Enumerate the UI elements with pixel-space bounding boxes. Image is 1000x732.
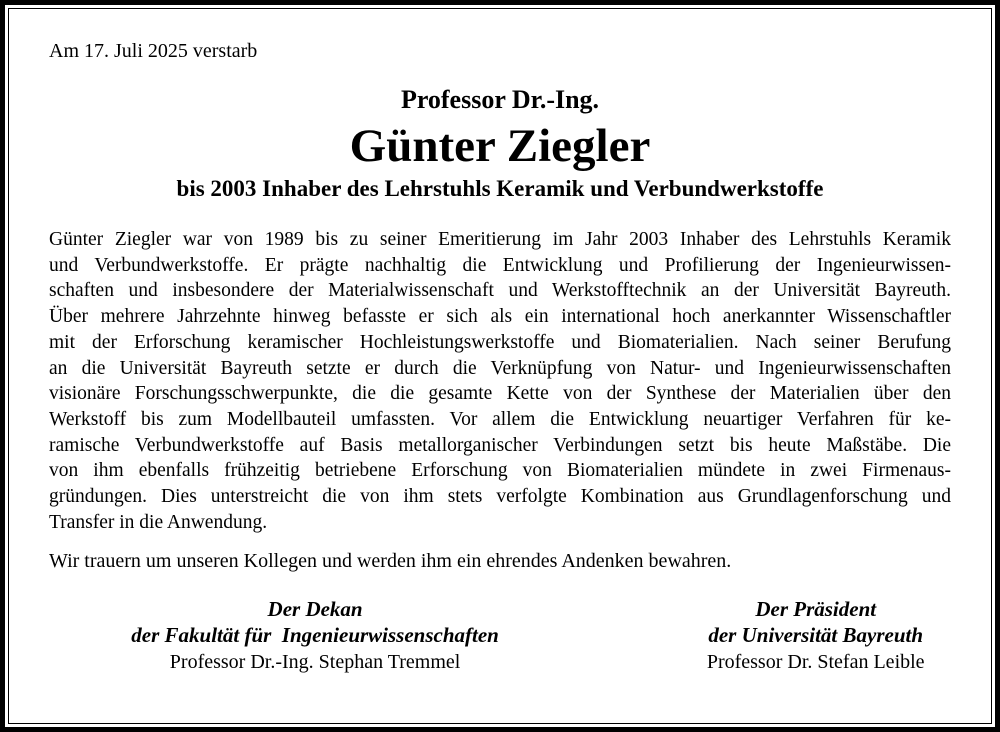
closing-sentence: Wir trauern um unseren Kollegen und werden ihm ein ehrendes Andenken bewahren. <box>49 550 732 573</box>
dean-role-line-1: Der Dekan <box>267 597 363 622</box>
body-line: und Verbundwerkstoffe. Er prägte nachhaltig die Entwicklung und Profilierung der Ingenieurwissen- <box>49 254 951 276</box>
dean-name: Professor Dr.-Ing. Stephan Tremmel <box>169 651 461 674</box>
body-line: Günter Ziegler war von 1989 bis zu seiner Emeritierung im Jahr 2003 Inhaber des Lehrstuhls Keramik <box>49 229 951 250</box>
body-line: visionäre Forschungsschwerpunkte, die die gesamte Kette von der Synthese der Materialien über den <box>49 383 951 405</box>
inner-border-rule <box>8 8 992 724</box>
academic-pre-title: Professor Dr.-Ing. <box>400 85 600 114</box>
header-block <box>49 85 951 203</box>
signature-columns <box>49 596 951 675</box>
obituary-body <box>49 227 951 535</box>
president-role-line-1: Der Präsident <box>755 597 877 622</box>
body-line: ramische Verbundwerkstoffe auf Basis metallorganischer Verbindungen setzt bis heute Maßstäbe. Die <box>49 434 951 456</box>
deceased-name: Günter Ziegler <box>349 120 651 172</box>
death-date-line: Am 17. Juli 2025 verstarb <box>49 40 258 62</box>
body-line: Werkstoff bis zum Modellbauteil umfassten. Vor allem die Entwicklung neuartiger Verfahren für ke- <box>49 408 951 430</box>
body-line: schaften und insbesondere der Materialwissenschaft und Werkstofftechnik an der Universität Bayreuth. <box>49 280 951 302</box>
dean-role-line-2: der Fakultät für Ingenieurwissenschaften <box>131 623 499 648</box>
position-subtitle: bis 2003 Inhaber des Lehrstuhls Keramik und Verbundwerkstoffe <box>176 176 824 201</box>
president-role-line-2: der Universität Bayreuth <box>708 623 924 648</box>
body-line: von ihm ebenfalls frühzeitig betriebene Erforschung von Biomaterialien mündete in zwei Firmenaus- <box>49 460 951 482</box>
body-line: Über mehrere Jahrzehnte hinweg befasste er sich als ein international hoch anerkannter Wissenschaftler <box>49 306 951 328</box>
president-name: Professor Dr. Stefan Leible <box>706 651 925 674</box>
notice-content <box>9 9 991 723</box>
signature-dean <box>81 596 550 675</box>
body-line: Transfer in die Anwendung. <box>49 511 268 533</box>
body-line: gründungen. Dies unterstreicht die von ihm stets verfolgte Kombination aus Grundlagenforschung und <box>49 486 951 508</box>
body-line: an die Universität Bayreuth setzte er durch die Verknüpfung von Natur- und Ingenieurwissenschaften <box>49 357 951 379</box>
body-line: mit der Erforschung keramischer Hochleistungswerkstoffe und Biomaterialien. Nach seiner Berufung <box>49 331 951 353</box>
signature-president <box>680 596 951 675</box>
